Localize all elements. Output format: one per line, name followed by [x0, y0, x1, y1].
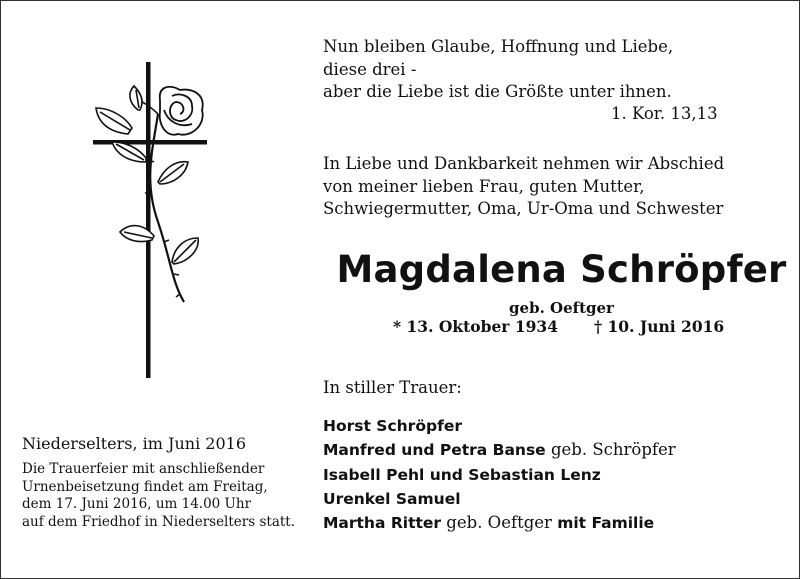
mourner-entry — [323, 463, 676, 487]
funeral-info — [22, 461, 295, 531]
farewell-line: Schwiegermutter, Oma, Ur-Oma und Schwester — [323, 199, 724, 218]
funeral-line: Die Trauerfeier mit anschließender — [22, 461, 265, 477]
mourner-entry — [323, 511, 676, 535]
cross-with-rose-icon — [88, 62, 218, 382]
bible-verse — [323, 36, 673, 104]
funeral-line: auf dem Friedhof in Niederselters statt. — [22, 513, 296, 530]
mourner-entry — [323, 487, 676, 511]
farewell-text — [323, 153, 724, 221]
deceased-name: Magdalena Schröpfer — [336, 248, 787, 291]
mourner-name: Horst Schröpfer — [323, 417, 462, 435]
mourner-name: Isabell Pehl und Sebastian Lenz — [323, 465, 601, 484]
mourner-list — [323, 414, 676, 535]
mourner-note: geb. Schröpfer — [545, 440, 676, 460]
mourner-note: geb. Oeftger — [441, 513, 558, 533]
mourning-heading: In stiller Trauer: — [323, 378, 462, 397]
place-and-date: Niederselters, im Juni 2016 — [22, 434, 246, 453]
birth-date: * 13. Oktober 1934 — [393, 317, 559, 336]
verse-line: diese drei - — [323, 59, 417, 79]
mourner-name: Manfred und Petra Banse — [323, 441, 546, 460]
maiden-name: geb. Oeftger — [509, 299, 614, 317]
mourner-entry — [323, 414, 676, 438]
mourner-family: mit Familie — [557, 514, 655, 533]
farewell-line: In Liebe und Dankbarkeit nehmen wir Abschied — [323, 154, 725, 173]
farewell-line: von meiner lieben Frau, guten Mutter, — [323, 176, 645, 196]
funeral-line: dem 17. Juni 2016, um 14.00 Uhr — [22, 496, 252, 512]
verse-line: aber die Liebe ist die Größte unter ihnen. — [323, 82, 672, 101]
funeral-line: Urnenbeisetzung findet am Freitag, — [22, 478, 268, 495]
mourner-name: Martha Ritter — [323, 514, 442, 533]
mourner-entry — [323, 438, 676, 462]
mourner-name: Urenkel Samuel — [323, 489, 461, 508]
death-date: † 10. Juni 2016 — [594, 317, 725, 336]
verse-line: Nun bleiben Glaube, Hoffnung und Liebe, — [323, 37, 674, 56]
verse-reference: 1. Kor. 13,13 — [611, 104, 718, 123]
life-dates — [393, 317, 724, 336]
